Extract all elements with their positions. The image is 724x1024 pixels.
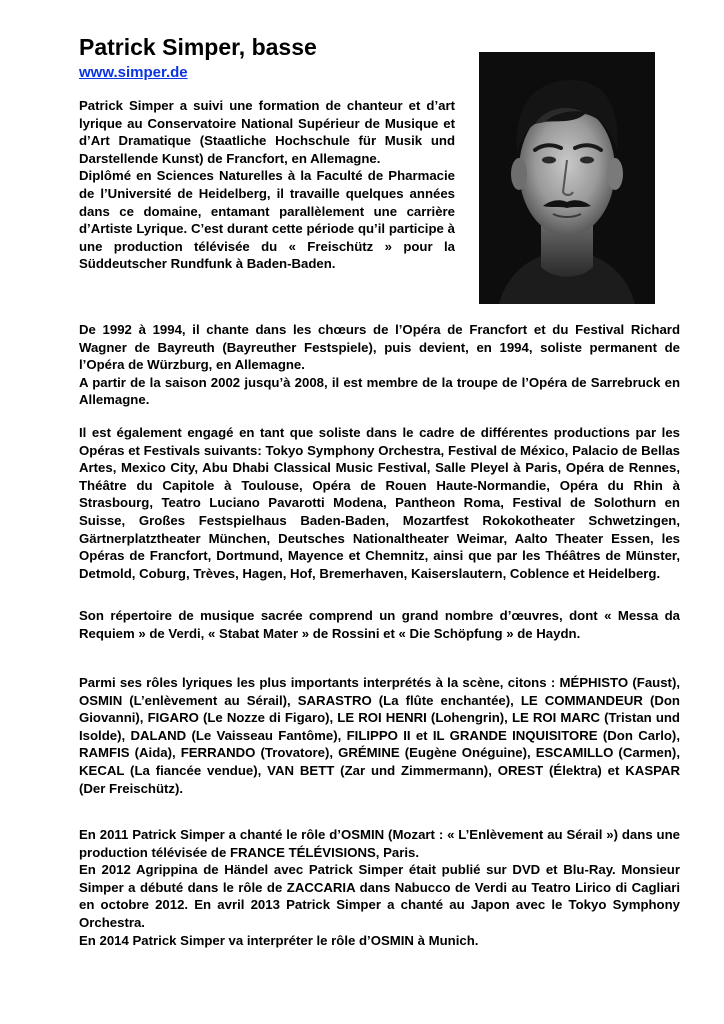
career-text-2: A partir de la saison 2002 jusqu’à 2008, il est membre de la troupe de l’Opéra de Sarrebruck en Allemagne. [79, 374, 680, 408]
intro-text: Patrick Simper a suivi une formation de chanteur et d’art lyrique au Conservatoire National Supérieur de Musique et d’Art Dramatique (Staatliche Hochschule für Musik und Darstellende Kunst) de Francfort, en Allemagne. [79, 98, 455, 166]
portrait-image [479, 52, 655, 304]
engagements-paragraph [79, 424, 680, 582]
sacred-music-paragraph [79, 607, 680, 642]
website-link[interactable]: www.simper.de [79, 64, 188, 81]
page-title: Patrick Simper, basse [79, 34, 317, 60]
intro-paragraph [79, 97, 455, 273]
recent-text: En 2011 Patrick Simper a chanté le rôle d’OSMIN (Mozart : « L’Enlèvement au Sérail ») dans une production télévisée de FRANCE TÉLÉVISIONS, Paris. [79, 827, 680, 860]
intro-text-2: Diplômé en Sciences Naturelles à la Faculté de Pharmacie de l’Université de Heidelberg, il travaille quelques années dans ce domaine, entamant parallèlement une carrière d’Artiste Lyrique. C’est durant cette période qu’il participe à une production télévisée du « Freischütz » pour la Süddeutscher Rundfunk à Baden-Baden. [79, 168, 455, 272]
portrait-photo [479, 52, 655, 304]
engagements-text: Il est également engagé en tant que soliste dans le cadre de différentes productions par les Opéras et Festivals suivants: Tokyo Symphony Orchestra, Festival de México, Palacio de Bellas Artes, Mexico City, Abu Dhabi Classical Music Festival, Salle Pleyel à Paris, Opéra de Rennes, Théâtre du Capitole à Toulouse, Opéra de Rouen Haute-Normandie, Opéra du Rhin à Strasbourg, Teatro Luciano Pavarotti Modena, Pantheon Roma, Festival de Solothurn en Suisse, Großes Festspielhaus Baden-Baden, Mozartfest Rokokotheater Schwetzingen, Gärtnerplatztheater München, Deutsches Nationaltheater Weimar, Aalto Theater Essen, les Opéras de Francfort, Dortmund, Mayence et Chemnitz, ainsi que par les Théâtres de Münster, Detmold, Coburg, Trèves, Hagen, Hof, Bremerhaven, Kaiserslautern, Coblence et Heidelberg. [79, 425, 680, 581]
roles-text: Parmi ses rôles lyriques les plus importants interprétés à la scène, citons : MÉPHISTO (Faust), OSMIN (L’enlèvement au Sérail), SARASTRO (La flûte enchantée), LE COMMANDEUR (Don Giovanni), FIGARO (Le Nozze di Figaro), LE ROI HENRI (Lohengrin), LE ROI MARC (Tristan und Isolde), DALAND (Le Vaisseau Fantôme), FILIPPO II et IL GRANDE INQUISITORE (Don Carlo), RAMFIS (Aida), FERRANDO (Trovatore), GRÉMINE (Eugène Onéguine), ESCAMILLO (Carmen), KECAL (La fiancée vendue), VAN BETT (Zar und Zimmermann), OREST (Élektra) et KASPAR (Der Freischütz). [79, 675, 680, 796]
recent-text-2: En 2012 Agrippina de Händel avec Patrick Simper était publié sur DVD et Blu-Ray. Monsieur Simper a débuté dans le rôle de ZACCARIA dans Nabucco de Verdi au Teatro Lirico di Cagliari en octobre 2012. En avril 2013 Patrick Simper a chanté au Japon avec le Tokyo Symphony Orchestra. [79, 862, 680, 930]
career-paragraph [79, 321, 680, 409]
recent-paragraph [79, 826, 680, 949]
recent-text-3: En 2014 Patrick Simper va interpréter le rôle d’OSMIN à Munich. [79, 932, 479, 948]
career-text: De 1992 à 1994, il chante dans les chœurs de l’Opéra de Francfort et du Festival Richard Wagner de Bayreuth (Bayreuther Festspiele), puis devient, en 1994, soliste permanent de l’Opéra de Würzburg, en Allemagne. [79, 322, 680, 373]
roles-paragraph [79, 674, 680, 797]
sacred-music-text: Son répertoire de musique sacrée comprend un grand nombre d’œuvres, dont « Messa da Requiem » de Verdi, « Stabat Mater » de Rossini et « Die Schöpfung » de Haydn. [79, 608, 680, 641]
